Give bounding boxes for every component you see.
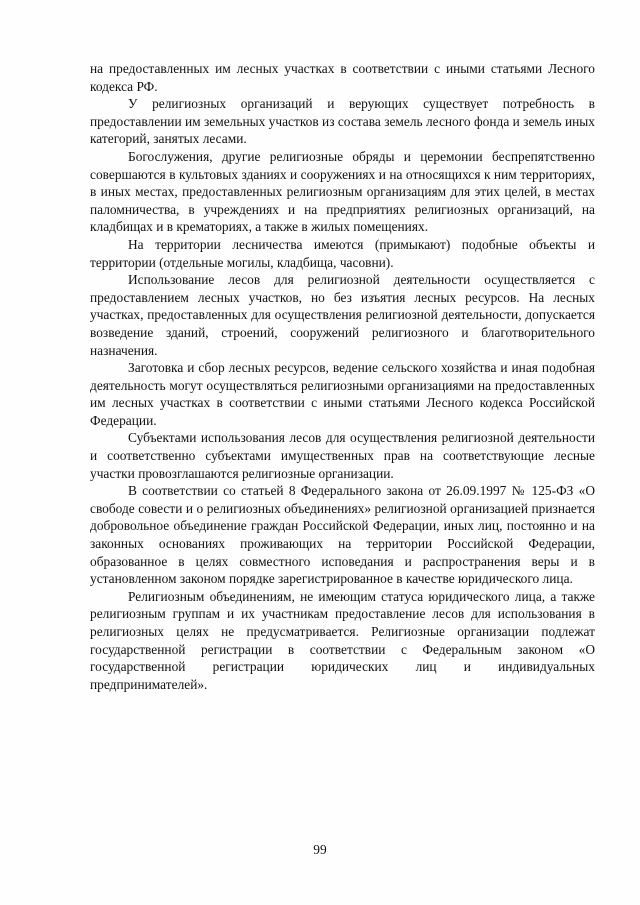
- paragraph: Богослужения, другие религиозные обряды и церемонии беспрепятственно совершаются в культовых зданиях и сооружениях и на относящихся к ним территориях, в иных местах, предоставленных религиозным организациям для этих целей, в местах паломничества, в учреждениях и на предприятиях религиозных организаций, на кладбищах и в крематориях, а также в жилых помещениях.: [90, 148, 595, 235]
- paragraph: На территории лесничества имеются (примыкают) подобные объекты и территории (отдельные могилы, кладбища, часовни).: [90, 236, 595, 270]
- paragraph: У религиозных организаций и верующих существует потребность в предоставлении им земельных участков из состава земель лесного фонда и земель иных категорий, занятых лесами.: [90, 96, 595, 147]
- document-body: [90, 60, 595, 693]
- paragraph: Заготовка и сбор лесных ресурсов, ведение сельского хозяйства и иная подобная деятельность могут осуществляться религиозными организациями на предоставленных им лесных участках в соответствии с иными статьями Лесного кодекса Российской Федерации.: [90, 360, 595, 428]
- paragraph: Использование лесов для религиозной деятельности осуществляется с предоставлением лесных участков, но без изъятия лесных ресурсов. На лесных участках, предоставленных для осуществления религиозной деятельности, допускается возведение зданий, строений, сооружений религиозного и благотворительного назначения.: [90, 272, 595, 358]
- paragraph: Религиозным объединениям, не имеющим статуса юридического лица, а также религиозным группам и их участникам предоставление лесов для использования в религиозных целях не предусматривается. Религиозные организации подлежат государственной регистрации в соответствии с Федеральным законом «О государственной регистрации юридических лиц и индивидуальных предпринимателей».: [90, 588, 595, 692]
- paragraph-continuation: на предоставленных им лесных участках в соответствии с иными статьями Лесного кодекса РФ.: [90, 61, 595, 94]
- paragraph: В соответствии со статьей 8 Федерального закона от 26.09.1997 № 125-ФЗ «О свободе совести и о религиозных объединениях» религиозной организацией признается добровольное объединение граждан Российской Федерации, иных лиц, постоянно и на законных основаниях проживающих на территории Российской Федерации, образованное в целях совместного исповедания и распространения веры и в установленном законом порядке зарегистрированное в качестве юридического лица.: [90, 483, 595, 587]
- paragraph: Субъектами использования лесов для осуществления религиозной деятельности и соответственно субъектами имущественных прав на соответствующие лесные участки провозглашаются религиозные организации.: [90, 430, 595, 481]
- page-number: 99: [313, 842, 327, 857]
